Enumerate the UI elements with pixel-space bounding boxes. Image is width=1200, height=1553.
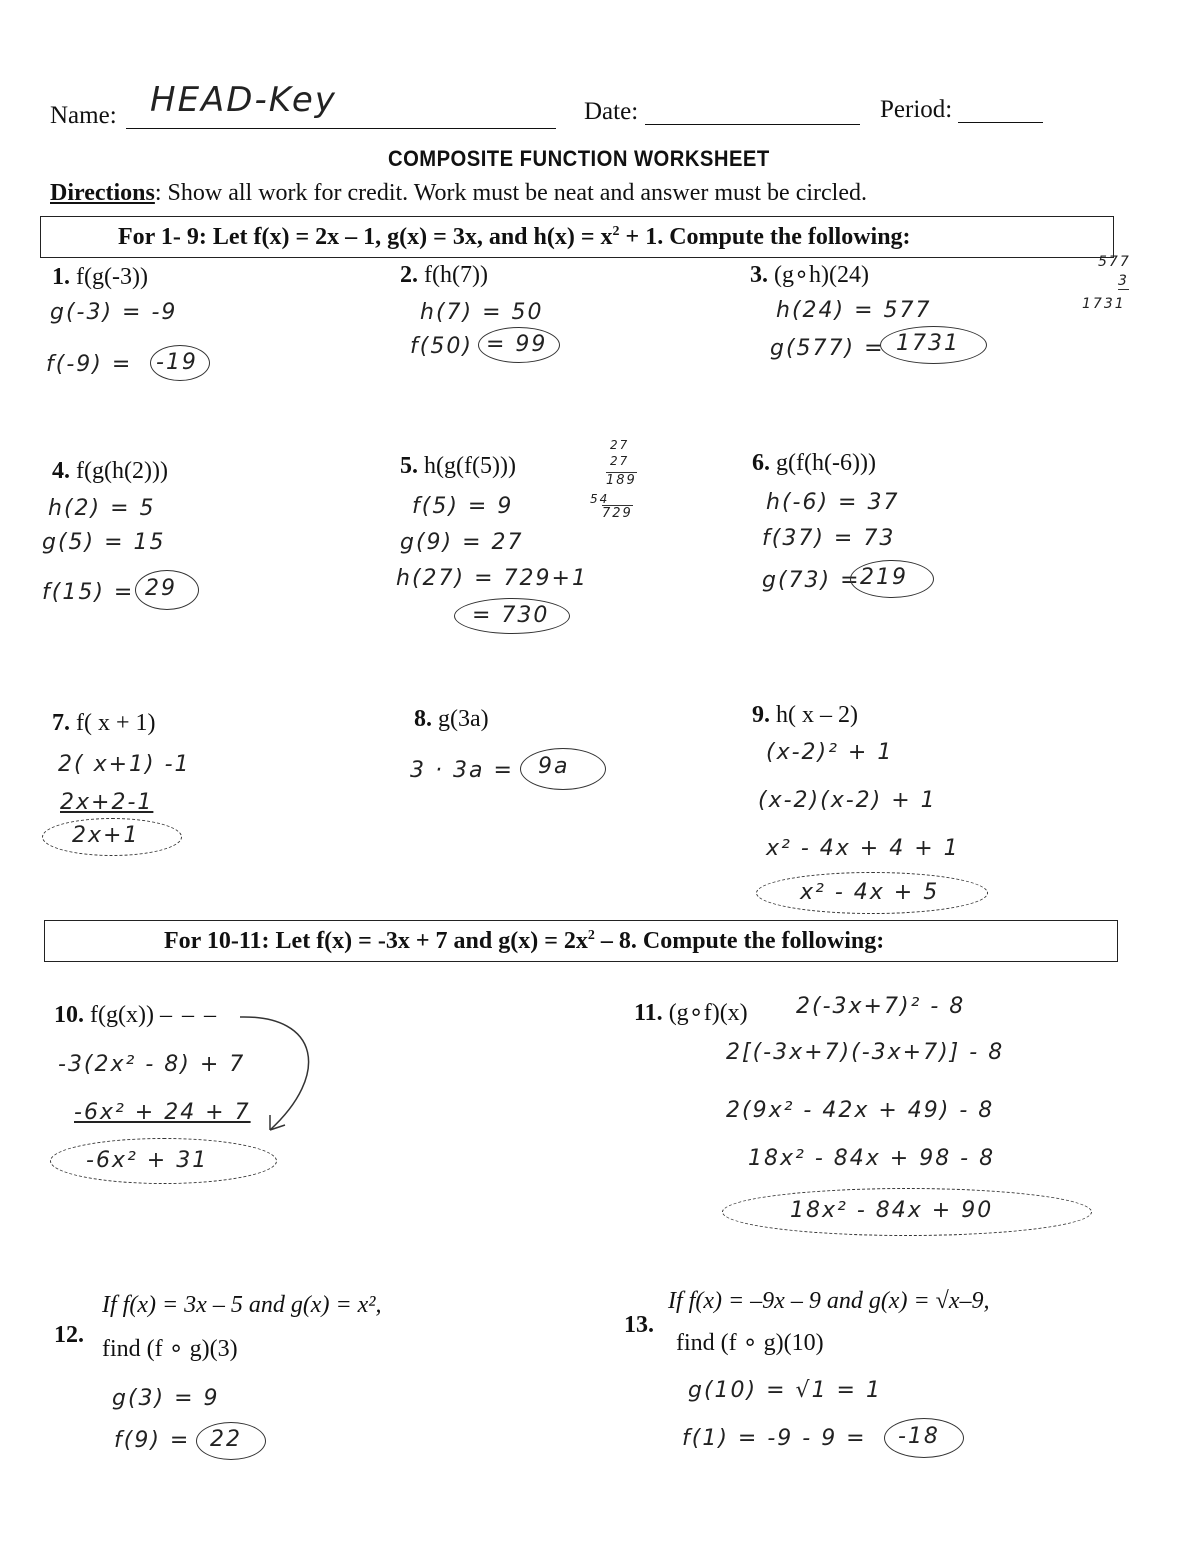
problem-10: 10. f(g(x)) – – – bbox=[54, 1002, 218, 1028]
work-6b: f(37) = 73 bbox=[762, 526, 896, 551]
work-7b: 2x+2-1 bbox=[60, 790, 154, 815]
work-12a: g(3) = 9 bbox=[112, 1386, 220, 1411]
scratch-5d: 54 bbox=[590, 492, 610, 506]
work-4b: g(5) = 15 bbox=[42, 530, 166, 555]
work-13b: f(1) = -9 - 9 = bbox=[682, 1426, 867, 1451]
problem-2: 2. f(h(7)) bbox=[400, 262, 488, 288]
answer-8: 9a bbox=[538, 754, 570, 779]
work-5c: h(27) = 729+1 bbox=[396, 566, 588, 591]
page-title: COMPOSITE FUNCTION WORKSHEET bbox=[388, 146, 770, 171]
answer-4: 29 bbox=[145, 576, 177, 601]
work-9c: x² - 4x + 4 + 1 bbox=[766, 836, 960, 861]
name-label: Name: bbox=[50, 102, 117, 129]
answer-9: x² - 4x + 5 bbox=[800, 880, 940, 905]
period-label: Period: bbox=[880, 96, 953, 123]
work-9a: (x-2)² + 1 bbox=[766, 740, 894, 765]
problem-7: 7. f( x + 1) bbox=[52, 710, 156, 736]
problem-12-line1: If f(x) = 3x – 5 and g(x) = x², bbox=[102, 1292, 382, 1318]
work-2b: f(50) bbox=[410, 334, 473, 359]
work-2a: h(7) = 50 bbox=[420, 300, 544, 325]
answer-13: -18 bbox=[898, 1424, 940, 1449]
work-11b: 2[(-3x+7)(-3x+7)] - 8 bbox=[726, 1040, 1005, 1065]
answer-3: 1731 bbox=[896, 331, 960, 356]
work-10a: -3(2x² - 8) + 7 bbox=[58, 1052, 246, 1077]
work-5b: g(9) = 27 bbox=[400, 530, 524, 555]
work-11d: 18x² - 84x + 98 - 8 bbox=[748, 1146, 996, 1171]
work-4c: f(15) = bbox=[42, 580, 135, 605]
answer-5: = 730 bbox=[472, 603, 550, 628]
answer-1: -19 bbox=[156, 350, 198, 375]
section2-heading: For 10-11: Let f(x) = -3x + 7 and $g(x) = 2x^2 - 8$. Compute the following: bbox=[164, 928, 885, 954]
work-11a: 2(-3x+7)² - 8 bbox=[796, 994, 966, 1019]
work-7a: 2( x+1) -1 bbox=[58, 752, 191, 777]
scratch-5b: 27 bbox=[610, 454, 630, 468]
work-12b: f(9) = bbox=[114, 1428, 191, 1453]
problem-12-line2: find (f ∘ g)(3) bbox=[102, 1336, 238, 1362]
work-8a: 3 · 3a = bbox=[410, 758, 514, 783]
section1-heading: For 1- 9: Let f(x) = 2x – 1, g(x) = 3x, and $h(x) = x^2 + 1$. Compute the following: bbox=[118, 224, 911, 250]
scratch-5a: 27 bbox=[610, 438, 630, 452]
work-4a: h(2) = 5 bbox=[48, 496, 156, 521]
work-3b: g(577) = bbox=[770, 336, 885, 361]
scratch-3c: 1731 bbox=[1082, 296, 1126, 312]
work-1a: g(-3) = -9 bbox=[50, 300, 178, 325]
problem-13-line1: If f(x) = –9x – 9 and g(x) = √x–9, bbox=[668, 1288, 990, 1314]
work-9b: (x-2)(x-2) + 1 bbox=[758, 788, 937, 813]
scratch-3a: 577 bbox=[1098, 254, 1131, 270]
work-3a: h(24) = 577 bbox=[776, 298, 932, 323]
problem-3: 3. (g∘h)(24) bbox=[750, 262, 869, 288]
date-line bbox=[645, 124, 860, 125]
problem-13-num: 13. bbox=[624, 1312, 654, 1338]
work-6a: h(-6) = 37 bbox=[766, 490, 900, 515]
work-13a: g(10) = √1 = 1 bbox=[688, 1378, 882, 1403]
directions-label: Directions bbox=[50, 180, 155, 206]
directions-text: : Show all work for credit. Work must be neat and answer must be circled. bbox=[154, 180, 867, 206]
problem-4: 4. f(g(h(2))) bbox=[52, 458, 168, 484]
problem-11: 11. (g∘f)(x) bbox=[634, 1000, 748, 1026]
work-1b: f(-9) = bbox=[46, 352, 133, 377]
scratch-3b: 3 bbox=[1118, 273, 1129, 289]
work-5a: f(5) = 9 bbox=[412, 494, 514, 519]
answer-2: = 99 bbox=[486, 332, 548, 357]
scratch-5c: 189 bbox=[606, 473, 637, 488]
name-line bbox=[126, 128, 556, 129]
problem-8: 8. g(3a) bbox=[414, 706, 489, 732]
period-line bbox=[958, 122, 1043, 123]
directions bbox=[50, 180, 867, 207]
work-10b: -6x² + 24 + 7 bbox=[74, 1100, 251, 1125]
answer-11: 18x² - 84x + 90 bbox=[790, 1198, 994, 1223]
work-6c: g(73) = bbox=[762, 568, 861, 593]
answer-12: 22 bbox=[210, 1427, 242, 1452]
answer-6: 219 bbox=[860, 565, 908, 590]
answer-10: -6x² + 31 bbox=[86, 1148, 209, 1173]
name-value: HEAD-Key bbox=[150, 80, 337, 120]
problem-1: 1. f(g(-3)) bbox=[52, 264, 148, 290]
answer-7: 2x+1 bbox=[72, 823, 140, 848]
problem-12-num: 12. bbox=[54, 1322, 84, 1348]
scratch-5e: 729 bbox=[602, 506, 633, 521]
problem-6: 6. g(f(h(-6))) bbox=[752, 450, 876, 476]
problem-13-line2: find (f ∘ g)(10) bbox=[676, 1330, 824, 1356]
work-11c: 2(9x² - 42x + 49) - 8 bbox=[726, 1098, 995, 1123]
problem-5: 5. h(g(f(5))) bbox=[400, 453, 516, 479]
date-label: Date: bbox=[584, 98, 639, 125]
problem-9: 9. h( x – 2) bbox=[752, 702, 858, 728]
arrow-icon bbox=[230, 1005, 330, 1145]
